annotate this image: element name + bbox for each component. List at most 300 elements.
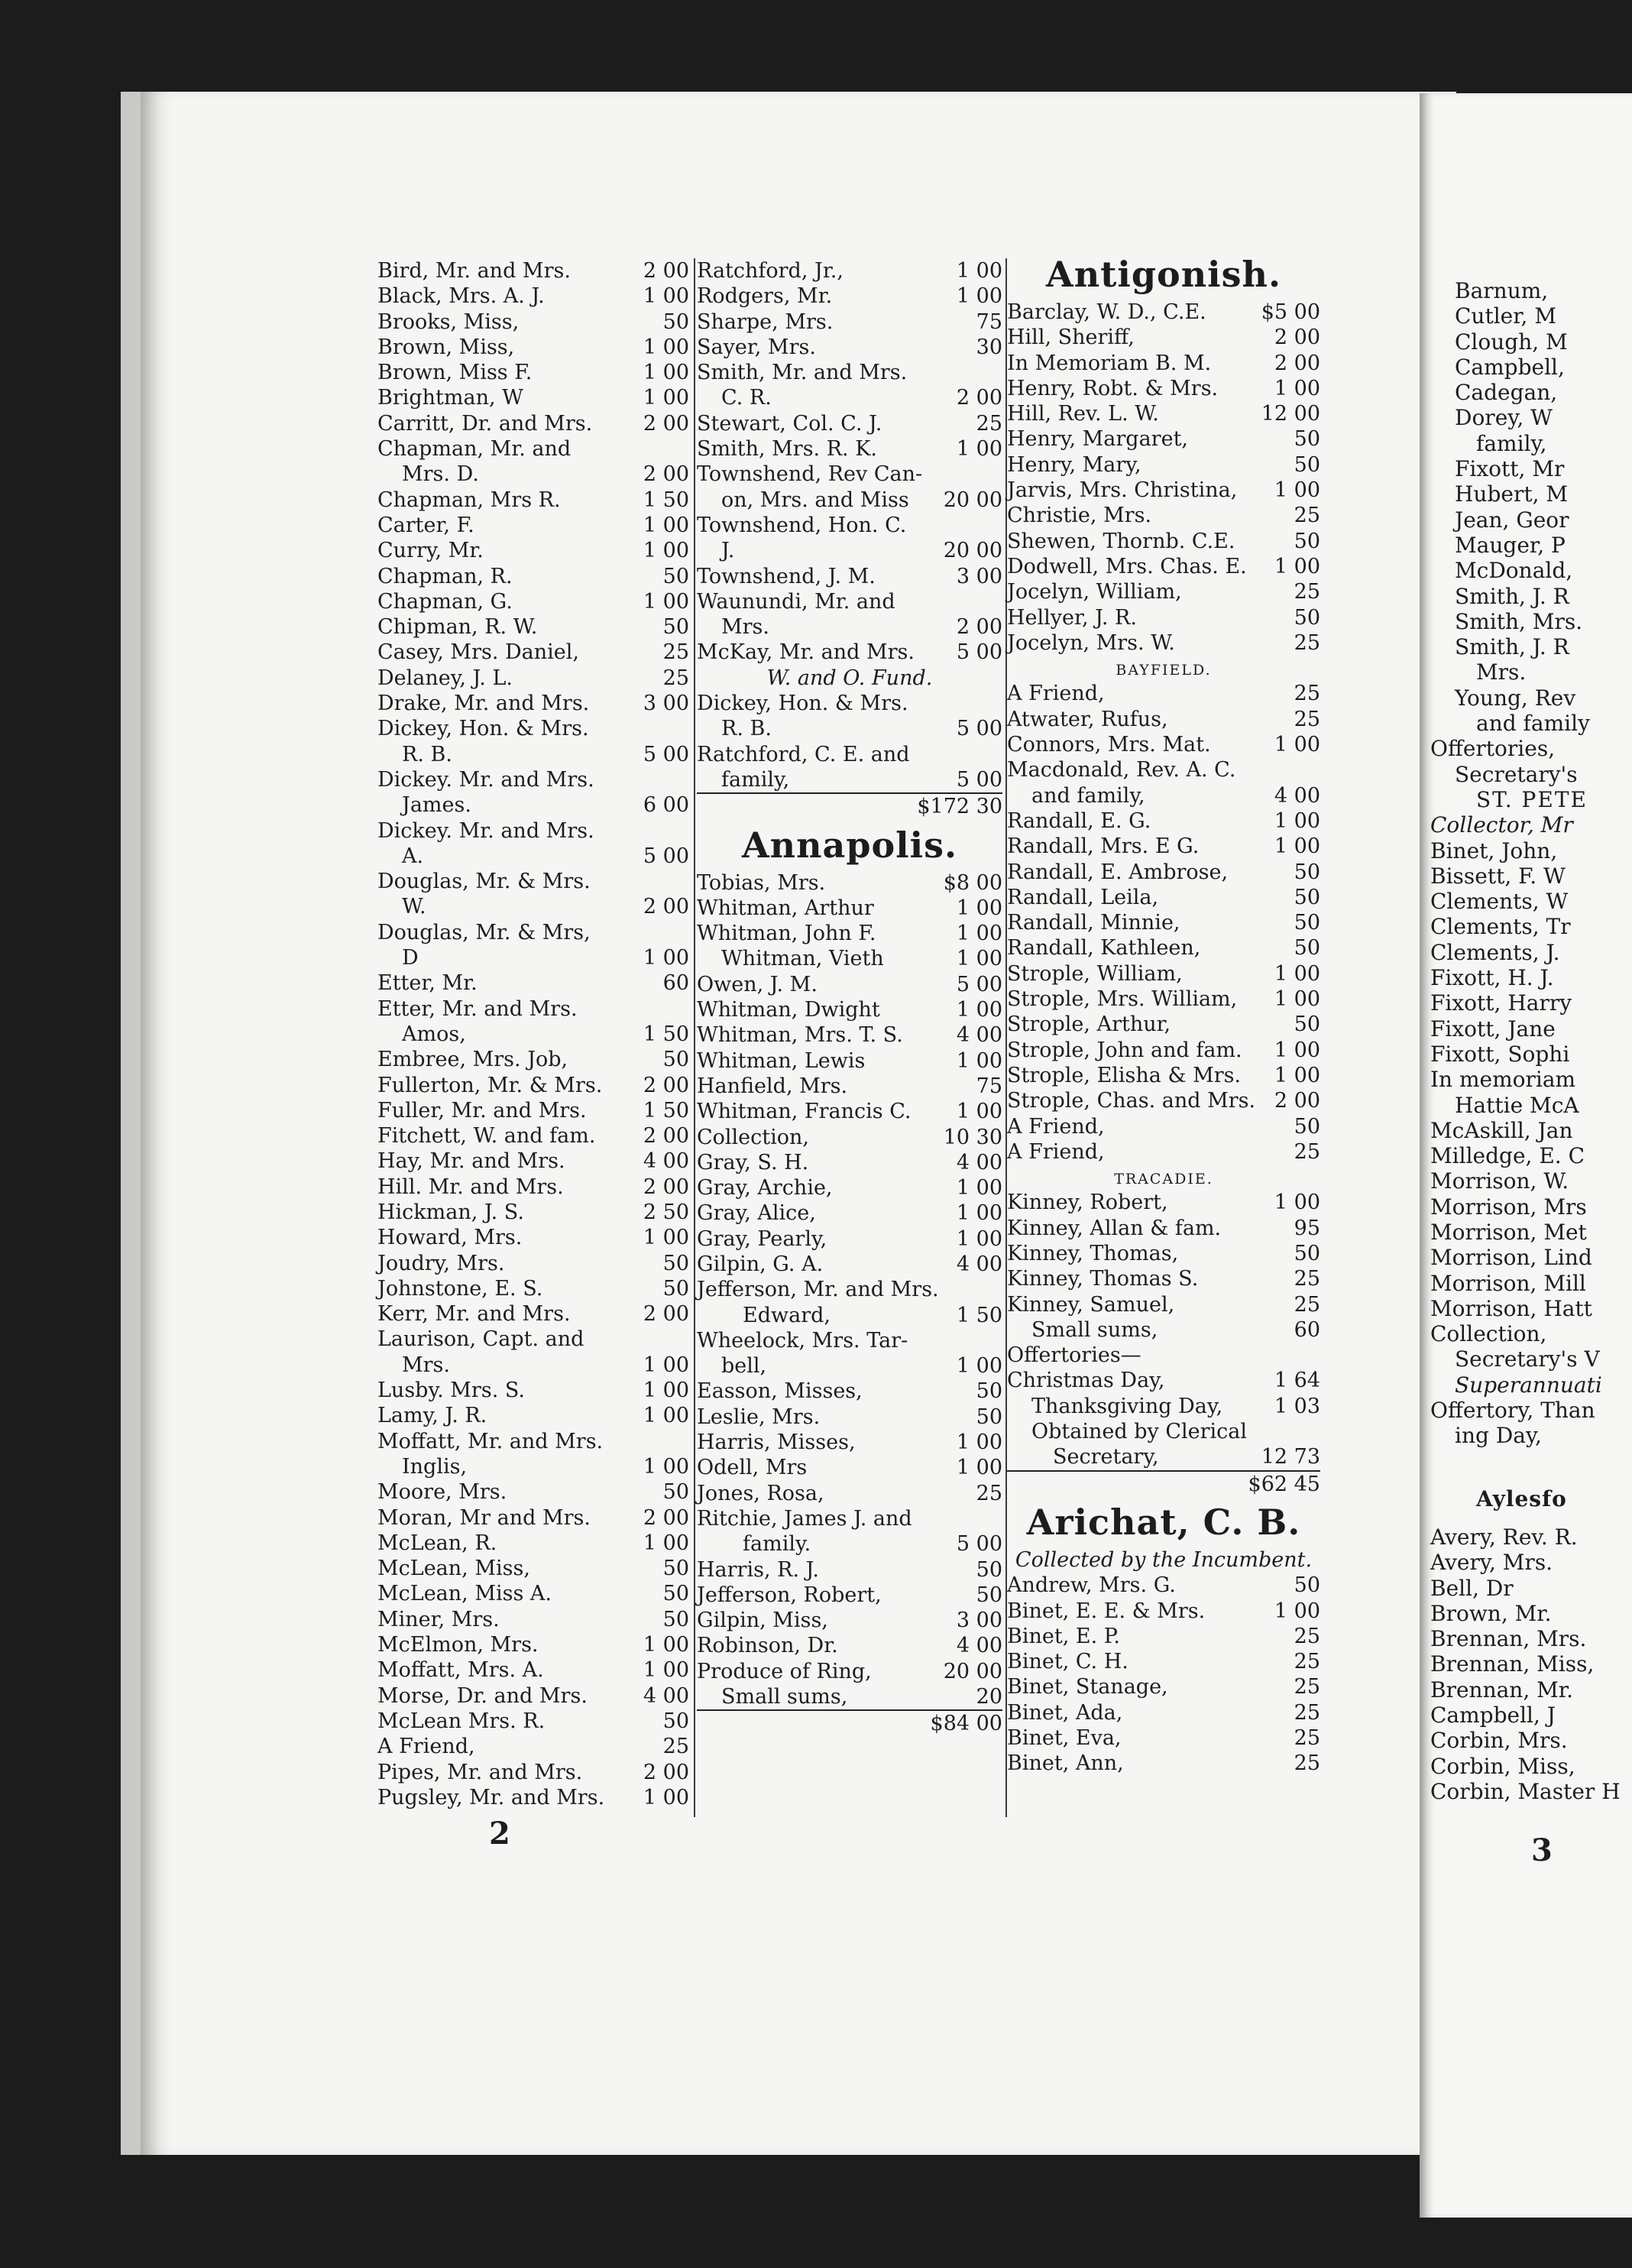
ledger-row [1007, 376, 1320, 401]
donor-name: Robinson, Dr. [697, 1634, 838, 1658]
ledger-row [377, 1403, 689, 1428]
donor-name: Waunundi, Mr. and [697, 589, 895, 614]
ledger-row [1430, 1601, 1632, 1626]
donation-amount: 25 [1294, 1292, 1320, 1317]
donor-name: Hill, Rev. L. W. [1007, 402, 1159, 426]
donation-amount: 50 [662, 1709, 689, 1733]
donation-amount: 5 00 [956, 1532, 1002, 1557]
donor-name: Inglis, [402, 1454, 468, 1479]
donor-name: Binet, Stanage, [1007, 1675, 1168, 1699]
donor-name: Rodgers, Mr. [697, 284, 833, 309]
donation-amount: 20 [976, 1685, 1002, 1709]
ledger-row [1007, 885, 1320, 910]
section-heading [1007, 249, 1320, 300]
donor-name: Hanfield, Mrs. [697, 1074, 848, 1098]
donation-amount: 1 00 [643, 1454, 689, 1479]
donation-amount: 50 [1294, 860, 1320, 884]
donor-name: Jean, Geor [1455, 507, 1569, 533]
ledger-row [697, 972, 1002, 997]
ledger-row [377, 996, 689, 1022]
donor-name: Lusby. Mrs. S. [377, 1379, 525, 1403]
donor-name: Morrison, Lind [1430, 1245, 1592, 1271]
donor-name: and family, [1031, 783, 1145, 808]
donor-name: Kerr, Mr. and Mrs. [377, 1302, 571, 1327]
ledger-row [1430, 329, 1632, 355]
ledger-row [1430, 558, 1632, 583]
ledger-row [377, 1632, 689, 1657]
donor-name: Dickey, Hon. & Mrs. [697, 692, 908, 716]
donation-amount: 12 00 [1261, 402, 1320, 426]
ledger-row [1007, 1241, 1320, 1266]
donor-name: Corbin, Master H [1430, 1778, 1621, 1804]
donor-name: Barclay, W. D., C.E. [1007, 300, 1206, 324]
donor-name: ing Day, [1455, 1423, 1542, 1449]
ledger-row [1430, 1346, 1632, 1372]
donation-amount: 3 00 [956, 564, 1002, 588]
donor-name: Arichat, C. B. [1026, 1501, 1301, 1543]
ledger-row [1430, 1550, 1632, 1575]
donor-name: Kinney, Thomas S. [1007, 1267, 1199, 1291]
donation-amount: $62 45 [1248, 1472, 1320, 1496]
ledger-row [377, 1251, 689, 1276]
ledger-row [377, 844, 689, 869]
donor-name: Jefferson, Robert, [697, 1583, 882, 1607]
donor-name: Whitman, John F. [697, 922, 876, 946]
ledger-row [1430, 1449, 1632, 1474]
donor-name: Produce of Ring, [697, 1659, 872, 1683]
ledger-row [377, 1047, 689, 1072]
donor-name: Collected by the Incumbent. [1015, 1547, 1313, 1572]
donor-name: Binet, E. E. & Mrs. [1007, 1599, 1206, 1623]
ledger-row [1430, 1271, 1632, 1296]
ledger-row [1007, 1649, 1320, 1674]
ledger-row [1430, 762, 1632, 787]
donor-name: Corbin, Miss, [1430, 1753, 1575, 1779]
ledger-row [697, 488, 1002, 513]
donor-name: A Friend, [1007, 1139, 1105, 1164]
ledger-row [1430, 1245, 1632, 1270]
donation-amount: 1 50 [643, 1098, 689, 1123]
donor-name: A Friend, [1007, 1114, 1105, 1139]
ledger-row [697, 946, 1002, 971]
donation-amount: 1 00 [956, 998, 1002, 1022]
donor-name: Andrew, Mrs. G. [1007, 1573, 1176, 1598]
donor-name: Hay, Mr. and Mrs. [377, 1149, 565, 1174]
donor-name: McLean, Miss A. [377, 1582, 552, 1606]
donation-amount: 50 [662, 1557, 689, 1581]
donor-name: Clements, Tr [1430, 914, 1571, 940]
donor-name: Bird, Mr. and Mrs. [377, 259, 571, 283]
ledger-row [1007, 1751, 1320, 1776]
donation-amount: 2 00 [956, 386, 1002, 410]
donation-amount: 25 [976, 411, 1002, 436]
donor-name: Hill. Mr. and Mrs. [377, 1174, 564, 1199]
donation-amount: 95 [1294, 1216, 1320, 1240]
column-2 [697, 258, 1002, 1737]
ledger-row [697, 1506, 1002, 1531]
ledger-row [377, 284, 689, 309]
ledger-row [697, 1175, 1002, 1200]
ledger-row [377, 716, 689, 741]
donor-name: Strople, John and fam. [1007, 1038, 1242, 1062]
ledger-row [377, 589, 689, 614]
donation-amount: 1 00 [956, 284, 1002, 309]
donation-amount: 1 00 [643, 361, 689, 385]
ledger-row [377, 1734, 689, 1759]
ledger-row [377, 1378, 689, 1403]
donation-amount: 50 [662, 615, 689, 640]
ledger-row [1007, 1190, 1320, 1215]
donor-name: Moran, Mr and Mrs. [377, 1505, 591, 1530]
donor-name: Christmas Day, [1007, 1369, 1165, 1393]
donation-amount: 4 00 [956, 1023, 1002, 1048]
donation-amount: 1 00 [956, 1201, 1002, 1226]
donation-amount: 10 30 [943, 1125, 1002, 1149]
ledger-row [1430, 1398, 1632, 1423]
donor-name: Joudry, Mrs. [377, 1251, 505, 1275]
ledger-row [1430, 1143, 1632, 1168]
donation-amount: 2 00 [643, 411, 689, 436]
donor-name: Whitman, Arthur [697, 896, 874, 920]
ledger-row [1430, 1168, 1632, 1194]
donor-name: Fullerton, Mr. & Mrs. [377, 1073, 603, 1097]
donor-name: Aylesfo [1476, 1486, 1567, 1511]
donor-name: Ritchie, James J. and [697, 1506, 912, 1531]
ledger-row [377, 1531, 689, 1556]
donor-name: Townshend, Rev Can- [697, 462, 923, 487]
ledger-row [377, 1301, 689, 1327]
ledger-row [1007, 681, 1320, 706]
ledger-row [1430, 685, 1632, 711]
donation-amount: 25 [1294, 504, 1320, 528]
ledger-row [697, 1455, 1002, 1480]
donor-name: McAskill, Jan [1430, 1117, 1573, 1143]
ledger-row [1430, 940, 1632, 965]
donor-name: R. B. [402, 742, 452, 766]
donor-name: Harris, R. J. [697, 1557, 819, 1582]
ledger-row [377, 614, 689, 640]
ledger-row [1430, 1677, 1632, 1703]
ledger-row [1430, 355, 1632, 380]
donation-amount: 50 [976, 1583, 1002, 1607]
ledger-row [377, 1225, 689, 1250]
donation-amount: 1 00 [643, 1404, 689, 1428]
donor-name: Whitman, Mrs. T. S. [697, 1023, 903, 1048]
donation-amount: 1 00 [1274, 554, 1320, 578]
donor-name: Antigonish. [1046, 254, 1281, 295]
donor-name: Binet, John, [1430, 838, 1558, 863]
ledger-row [1007, 554, 1320, 579]
donation-amount: 1 00 [956, 1176, 1002, 1200]
ledger-row [1430, 1626, 1632, 1651]
donation-amount: $84 00 [930, 1712, 1002, 1736]
ledger-row [1007, 834, 1320, 859]
ledger-row [377, 1581, 689, 1606]
subsection-heading [1007, 1547, 1320, 1573]
ledger-row [1007, 1317, 1320, 1343]
ledger-row [377, 1505, 689, 1531]
ledger-row [1007, 987, 1320, 1012]
ledger-row [1007, 1114, 1320, 1139]
donor-name: Strople, William, [1007, 961, 1183, 986]
donation-amount: 1 00 [1274, 1599, 1320, 1623]
donation-amount: 5 00 [643, 742, 689, 766]
ledger-row [377, 1327, 689, 1352]
donor-name: Leslie, Mrs. [697, 1405, 821, 1429]
donor-name: James. [402, 793, 471, 818]
ledger-row [377, 920, 689, 945]
ledger-row [1430, 1576, 1632, 1601]
donor-name: Chapman, G. [377, 589, 513, 614]
ledger-row [697, 1022, 1002, 1048]
donor-name: family, [721, 767, 790, 792]
donation-amount: 1 00 [1274, 987, 1320, 1012]
donor-name: Connors, Mrs. Mat. [1007, 733, 1211, 757]
donation-amount: 1 50 [643, 488, 689, 512]
donor-name: J. [721, 539, 735, 563]
donor-name: Smith, J. R [1455, 634, 1569, 660]
donation-amount: 1 00 [1274, 478, 1320, 503]
donation-amount: 50 [1294, 911, 1320, 935]
donor-name: Gray, S. H. [697, 1150, 809, 1174]
donor-name: Townshend, J. M. [697, 564, 876, 588]
donor-name: Howard, Mrs. [377, 1226, 523, 1250]
donor-name: Jones, Rosa, [697, 1481, 824, 1505]
ledger-row [1007, 351, 1320, 376]
ledger-row [1430, 736, 1632, 761]
donation-amount: 1 00 [956, 1100, 1002, 1124]
ledger-row [377, 767, 689, 792]
ledger-row [697, 1405, 1002, 1430]
ledger-row [377, 1200, 689, 1225]
ledger-row [377, 309, 689, 335]
ledger-row [377, 1022, 689, 1047]
donation-amount: 25 [1294, 630, 1320, 655]
donor-name: Dodwell, Mrs. Chas. E. [1007, 554, 1247, 578]
donor-name: Binet, C. H. [1007, 1650, 1128, 1674]
donor-name: W. [402, 895, 426, 919]
ledger-row [377, 1760, 689, 1785]
donation-amount: 1 00 [956, 259, 1002, 283]
donor-name: Chipman, R. W. [377, 615, 538, 640]
ledger-row [1007, 1725, 1320, 1751]
section-total [1007, 1470, 1320, 1497]
ledger-row [1007, 1444, 1320, 1469]
donation-amount: 1 00 [643, 335, 689, 359]
donor-name: Morrison, W. [1430, 1168, 1569, 1194]
ledger-row [377, 564, 689, 589]
donor-name: Fixott, Sophi [1430, 1041, 1570, 1067]
donor-name: Shewen, Thornb. C.E. [1007, 529, 1235, 553]
donation-amount: 5 00 [956, 972, 1002, 996]
ledger-row [377, 436, 689, 462]
ledger-row [1007, 757, 1320, 782]
ledger-row [1430, 965, 1632, 990]
donation-amount: 50 [662, 564, 689, 588]
ledger-row [377, 691, 689, 716]
ledger-row [1007, 910, 1320, 935]
ledger-row [1007, 1700, 1320, 1725]
donor-name: Brightman, W [377, 386, 523, 410]
ledger-row [1007, 783, 1320, 808]
ledger-row [697, 1150, 1002, 1175]
ledger-row [1007, 1624, 1320, 1649]
ledger-row [1430, 1651, 1632, 1677]
ledger-row [377, 640, 689, 665]
ledger-row [377, 385, 689, 410]
right-page-column [1430, 278, 1632, 1804]
donation-amount: 1 00 [643, 1633, 689, 1657]
donor-name: A. [402, 844, 424, 868]
donor-name: Odell, Mrs [697, 1456, 808, 1480]
donor-name: Fixott, Jane [1430, 1016, 1556, 1042]
ledger-row [377, 462, 689, 487]
ledger-row [377, 1429, 689, 1454]
donor-name: Morse, Dr. and Mrs. [377, 1683, 588, 1708]
donor-name: Jocelyn, William, [1007, 580, 1182, 604]
donor-name: A Friend, [1007, 682, 1105, 706]
donor-name: Secretary's [1455, 761, 1578, 787]
donor-name: Hellyer, J. R. [1007, 605, 1137, 630]
ledger-row [1007, 1394, 1320, 1419]
donation-amount: 75 [976, 309, 1002, 334]
donor-name: McElmon, Mrs. [377, 1633, 539, 1657]
donor-name: Offertory, Than [1430, 1398, 1595, 1424]
ledger-row [1430, 659, 1632, 685]
donor-name: Brennan, Mrs. [1430, 1626, 1587, 1652]
donation-amount: 50 [662, 1048, 689, 1072]
ledger-row [377, 1353, 689, 1378]
donation-amount: 60 [1294, 1317, 1320, 1342]
donor-name: Embree, Mrs. Job, [377, 1048, 568, 1072]
donor-name: R. B. [721, 717, 772, 741]
column-3 [1007, 249, 1320, 1777]
ledger-row [377, 818, 689, 844]
ledger-row [1007, 503, 1320, 528]
ledger-row [377, 1607, 689, 1632]
donor-name: TRACADIE. [1114, 1171, 1213, 1188]
donor-name: Hubert, M [1455, 481, 1569, 507]
ledger-row [377, 411, 689, 436]
donor-name: Morrison, Met [1430, 1219, 1587, 1245]
donor-name: D [402, 946, 419, 970]
ledger-row [1007, 300, 1320, 325]
donor-name: Laurison, Capt. and [377, 1327, 584, 1352]
donor-name: Brennan, Miss, [1430, 1651, 1595, 1677]
donor-name: BAYFIELD. [1116, 662, 1212, 679]
ledger-row [1007, 1088, 1320, 1113]
donor-name: Campbell, J [1430, 1703, 1556, 1729]
donor-name: Secretary's V [1455, 1346, 1600, 1372]
donor-name: Smith, Mrs. [1455, 608, 1583, 634]
donation-amount: 1 00 [956, 947, 1002, 971]
donor-name: Superannuati [1455, 1372, 1602, 1398]
donor-name: Morrison, Mill [1430, 1270, 1586, 1296]
donor-name: on, Mrs. and Miss [721, 488, 909, 512]
ledger-row [697, 385, 1002, 410]
donor-name: Delaney, J. L. [377, 666, 513, 690]
donor-name: Brown, Miss F. [377, 361, 533, 385]
donation-amount: 50 [1294, 605, 1320, 630]
donation-amount: 25 [662, 666, 689, 690]
ledger-row [697, 564, 1002, 589]
ledger-row [1430, 1042, 1632, 1067]
ledger-row [697, 360, 1002, 385]
donation-amount: $5 00 [1261, 300, 1320, 324]
donation-amount: 4 00 [643, 1683, 689, 1708]
donor-name: Randall, Minnie, [1007, 911, 1180, 935]
donation-amount: 1 00 [643, 1226, 689, 1250]
donor-name: Ratchford, C. E. and [697, 742, 910, 766]
donation-amount: 1 00 [1274, 376, 1320, 400]
donation-amount: 2 00 [643, 259, 689, 283]
ledger-row [1007, 529, 1320, 554]
donation-amount: 1 00 [643, 1658, 689, 1683]
donor-name: Binet, Ann, [1007, 1751, 1124, 1776]
donor-name: Tobias, Mrs. [697, 870, 826, 895]
donation-amount: 1 00 [643, 539, 689, 563]
ledger-row [1430, 456, 1632, 481]
ledger-row [1430, 1524, 1632, 1550]
donation-amount: 1 50 [643, 1022, 689, 1046]
ledger-row [697, 309, 1002, 335]
ledger-row [1007, 605, 1320, 630]
donation-amount: 20 00 [943, 539, 1002, 563]
ledger-row [1007, 325, 1320, 350]
ledger-row [1430, 1754, 1632, 1779]
donor-name: Hill, Sheriff, [1007, 326, 1135, 350]
donor-name: McLean, R. [377, 1531, 497, 1555]
donor-name: Randall, Mrs. E G. [1007, 834, 1200, 859]
ledger-row [697, 716, 1002, 741]
donor-name: Edward, [743, 1303, 831, 1327]
donation-amount: 1 00 [1274, 1191, 1320, 1215]
donor-name: Mrs. D. [402, 462, 479, 487]
donor-name: Owen, J. M. [697, 972, 818, 996]
donor-name: family, [1476, 430, 1547, 456]
donor-name: Randall, E. Ambrose, [1007, 860, 1229, 884]
ledger-row [1007, 401, 1320, 426]
donation-amount: 25 [1294, 682, 1320, 706]
ledger-row [697, 1379, 1002, 1404]
donor-name: Chapman, R. [377, 564, 513, 588]
donor-name: Fixott, Mr [1455, 456, 1565, 482]
donation-amount: 50 [662, 309, 689, 334]
ledger-row [697, 513, 1002, 538]
ledger-row [697, 1557, 1002, 1583]
ledger-row [1007, 860, 1320, 885]
donor-name: Christie, Mrs. [1007, 504, 1152, 528]
donation-amount: 6 00 [643, 793, 689, 818]
ledger-row [377, 945, 689, 970]
ledger-row [377, 1479, 689, 1505]
ledger-row [1007, 961, 1320, 987]
donor-name: Cutler, M [1455, 303, 1557, 329]
donor-name: Chapman, Mrs R. [377, 488, 561, 512]
ledger-row [1007, 808, 1320, 834]
ledger-row [697, 1125, 1002, 1150]
donation-amount: 50 [1294, 452, 1320, 477]
ledger-row [1007, 1063, 1320, 1088]
donor-name: Henry, Mary, [1007, 452, 1141, 477]
donor-name: Curry, Mr. [377, 539, 484, 563]
donor-name: Clough, M [1455, 329, 1568, 355]
section-total [697, 1709, 1002, 1736]
donor-name: Annapolis. [741, 824, 958, 866]
donation-amount: 30 [976, 335, 1002, 359]
donor-name: Kinney, Robert, [1007, 1191, 1168, 1215]
donation-amount: 1 00 [956, 1354, 1002, 1379]
